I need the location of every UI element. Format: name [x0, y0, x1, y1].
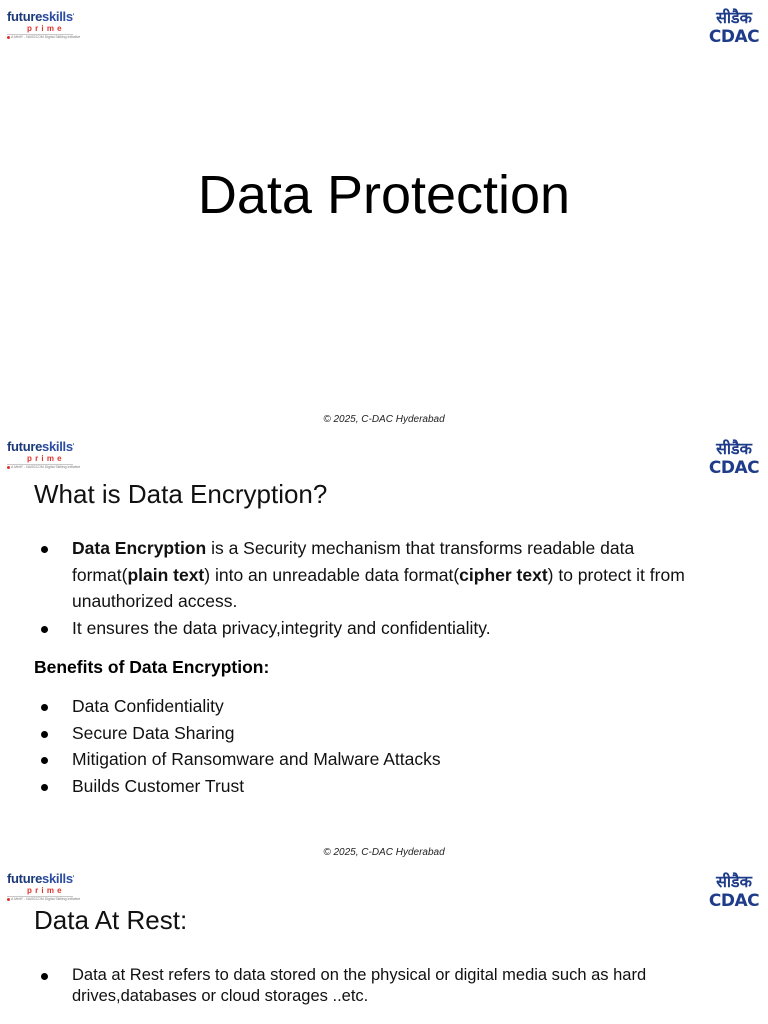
- benefit-text: Data Confidentiality: [72, 696, 224, 716]
- cdac-logo-hindi: सीडैक: [716, 439, 752, 458]
- cdac-logo-english: CDAC: [708, 458, 760, 477]
- copyright-footer: © 2025, C-DAC Hyderabad: [323, 847, 445, 858]
- bullet-dot: [41, 704, 48, 711]
- logo-word-prime: prime: [27, 24, 65, 33]
- logo-tagline: A MeitY - NASSCOM Digital Skilling Initiative: [11, 465, 81, 469]
- slide-title-text: Data Protection: [197, 165, 571, 225]
- cdac-logo: [705, 870, 763, 910]
- futureskills-prime-logo: futureskills' prime A MeitY - NASSCOM Digital Skilling Initiative: [7, 871, 81, 901]
- bullet-dot: [41, 784, 48, 791]
- benefit-text: Builds Customer Trust: [72, 775, 245, 796]
- cdac-logo-english: CDAC: [708, 27, 760, 46]
- list-item: [38, 773, 718, 800]
- term-cipher-text: cipher text: [459, 564, 548, 585]
- list-item: [38, 720, 718, 747]
- slide-heading: Data At Rest:: [34, 905, 188, 935]
- bullet-dot: [41, 973, 48, 980]
- slide-data-at-rest: [0, 864, 768, 1024]
- list-item: [38, 965, 718, 1007]
- term-data-encryption: Data Encryption: [72, 538, 207, 558]
- benefits-list: [38, 693, 718, 799]
- bullet-dot: [41, 626, 48, 633]
- benefits-heading: Benefits of Data Encryption:: [34, 657, 270, 677]
- logo-word-prime: prime: [27, 886, 65, 895]
- bullet-text: ) into an unreadable data format(: [204, 564, 460, 585]
- logo-word-skills: skills: [42, 439, 73, 454]
- definition-list: [38, 965, 718, 1007]
- cdac-logo-hindi: सीडैक: [716, 872, 752, 891]
- list-item: [38, 746, 718, 773]
- list-item: [38, 535, 718, 615]
- bullet-dot: [41, 757, 48, 764]
- copyright-footer: © 2025, C-DAC Hyderabad: [323, 414, 445, 425]
- cdac-logo-english: CDAC: [708, 891, 760, 910]
- logo-tagline: A MeitY - NASSCOM Digital Skilling Initiative: [11, 897, 81, 901]
- bullet-text: Data at Rest refers to data stored on the physical or digital media such as hard drives,databases or cloud storages ..etc.: [72, 966, 647, 1005]
- benefit-text: Mitigation of Ransomware and Malware Attacks: [72, 749, 441, 769]
- bullet-text: It ensures the data privacy,integrity and confidentiality.: [72, 617, 491, 638]
- cdac-logo: [705, 437, 763, 477]
- slide-data-encryption: [0, 432, 768, 864]
- logo-word-future: future: [7, 9, 43, 24]
- slide-heading: What is Data Encryption?: [34, 479, 328, 509]
- benefit-text: Secure Data Sharing: [72, 722, 235, 743]
- bullet-dot: [41, 546, 48, 553]
- logo-tagline: A MeitY - NASSCOM Digital Skilling Initiative: [11, 35, 81, 39]
- term-plain-text: plain text: [127, 564, 205, 585]
- bullet-dot: [41, 731, 48, 738]
- logo-word-prime: prime: [27, 454, 65, 463]
- bullet-text: ) to protect it from unauthorized access.: [72, 564, 685, 611]
- futureskills-prime-logo: futureskills' prime A MeitY - NASSCOM Digital Skilling Initiative: [7, 9, 81, 39]
- definition-list: [38, 535, 718, 641]
- logo-word-skills: skills: [42, 871, 73, 886]
- futureskills-prime-logo: futureskills' prime A MeitY - NASSCOM Digital Skilling Initiative: [7, 439, 81, 469]
- list-item: [38, 693, 718, 720]
- slide-title: [0, 0, 768, 432]
- bullet-text: is a Security mechanism that transforms readable data format(: [72, 538, 635, 585]
- cdac-logo: [705, 6, 763, 46]
- logo-word-future: future: [7, 871, 43, 886]
- list-item: [38, 615, 718, 642]
- cdac-logo-hindi: सीडैक: [716, 8, 752, 27]
- logo-word-skills: skills: [42, 9, 73, 24]
- logo-word-future: future: [7, 439, 43, 454]
